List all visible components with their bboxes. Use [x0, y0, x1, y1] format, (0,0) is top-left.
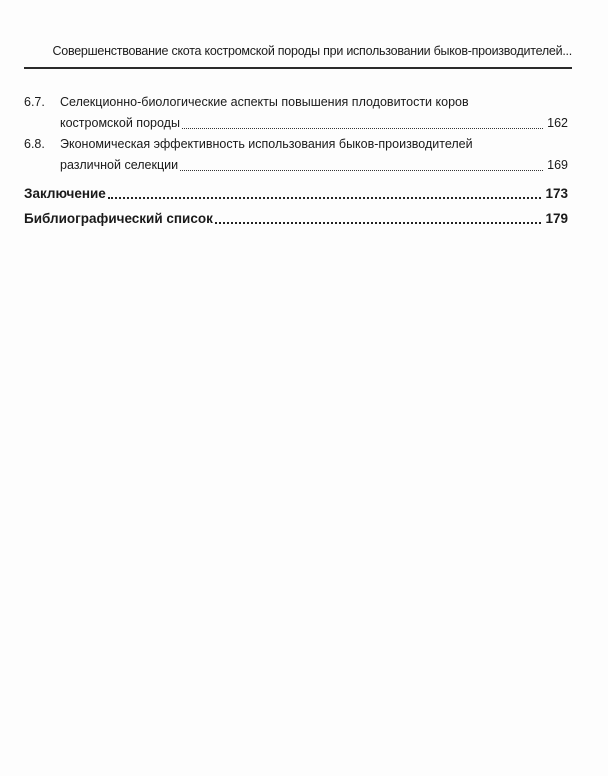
toc-entry-number: 6.8. — [24, 137, 45, 151]
header-rule — [24, 67, 572, 69]
dot-leader — [215, 222, 542, 224]
toc-major-title: Заключение — [24, 186, 106, 201]
toc-entry-title-line1: Экономическая эффективность использования быков-производителей — [60, 137, 473, 151]
toc-major-conclusion — [24, 184, 568, 204]
toc-entry-6-8 — [24, 134, 568, 176]
toc-major-page: 179 — [545, 211, 568, 226]
toc-major-page: 173 — [545, 186, 568, 201]
toc-entry-title-line1: Селекционно-биологические аспекты повышения плодовитости коров — [60, 95, 469, 109]
toc-entry-6-7 — [24, 92, 568, 134]
toc-entry-page: 169 — [547, 158, 568, 172]
running-head: Совершенствование скота костромской породы при использовании быков-производителей... — [52, 44, 572, 58]
toc-major-bibliography — [24, 209, 568, 229]
toc-entry-number: 6.7. — [24, 95, 45, 109]
toc-major-title: Библиографический список — [24, 211, 213, 226]
toc-entry-page: 162 — [547, 116, 568, 130]
toc-entry-title-line2: костромской породы — [60, 116, 180, 130]
dot-leader — [182, 128, 543, 129]
table-of-contents — [24, 92, 568, 229]
toc-entry-title-line2: различной селекции — [60, 158, 179, 172]
dot-leader — [180, 170, 543, 171]
dot-leader — [108, 197, 542, 199]
